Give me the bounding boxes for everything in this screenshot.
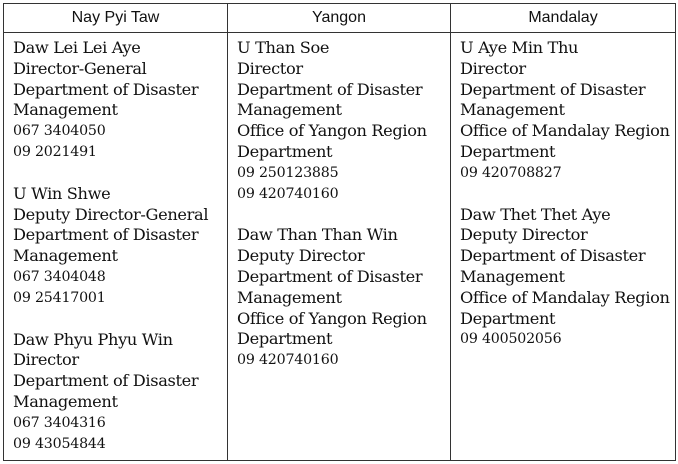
contact-entry (13, 184, 227, 309)
contact-phone: 067 3404316 (13, 414, 106, 431)
contact-name: Daw Than Than Win (237, 225, 398, 245)
contact-entry (460, 205, 675, 351)
contact-organization: Management (13, 100, 118, 120)
contact-organization: Management (237, 287, 342, 307)
contact-title: Deputy Director (460, 225, 588, 245)
contact-title: Deputy Director-General (13, 204, 209, 224)
contact-phone: 09 420708827 (460, 164, 562, 181)
contact-entry (13, 38, 227, 163)
contact-organization: Department of Disaster (237, 79, 423, 99)
contact-organization: Department (460, 308, 556, 328)
contact-name: U Win Shwe (13, 183, 111, 203)
contact-entry (13, 330, 227, 455)
contact-title: Director (13, 350, 79, 370)
contact-organization: Department (237, 141, 333, 161)
contact-name: Daw Phyu Phyu Win (13, 329, 173, 349)
contact-name: U Aye Min Thu (460, 38, 579, 57)
contact-organization: Department of Disaster (13, 79, 199, 99)
contact-organization: Office of Yangon Region (237, 121, 427, 141)
contact-organization: Management (460, 266, 565, 286)
contact-title: Director-General (13, 58, 147, 78)
contact-title: Director (460, 58, 526, 78)
contact-organization: Department of Disaster (237, 266, 423, 286)
contact-title: Deputy Director (237, 246, 365, 266)
contact-organization: Management (460, 100, 565, 120)
contact-organization: Office of Mandalay Region (460, 121, 670, 141)
column-header-mandalay: Mandalay (451, 4, 676, 33)
contact-phone: 067 3404050 (13, 123, 106, 140)
contact-phone: 09 420740160 (237, 352, 339, 369)
contact-entry (237, 225, 450, 371)
contacts-table (3, 3, 676, 461)
contact-title: Director (237, 58, 303, 78)
contact-entry (460, 38, 675, 184)
contact-organization: Office of Mandalay Region (460, 287, 670, 307)
contact-organization: Department (237, 329, 333, 349)
contact-organization: Department of Disaster (460, 246, 646, 266)
contact-entry (237, 38, 450, 204)
contact-phone: 09 43054844 (13, 435, 106, 452)
contact-phone: 067 3404048 (13, 268, 106, 285)
contact-phone: 09 25417001 (13, 289, 106, 306)
contact-organization: Management (237, 100, 342, 120)
column-yangon (228, 33, 451, 461)
contact-phone: 09 2021491 (13, 143, 97, 160)
contact-phone: 09 420740160 (237, 185, 339, 202)
contact-organization: Management (13, 246, 118, 266)
contacts-row (4, 33, 676, 461)
contact-organization: Department of Disaster (13, 371, 199, 391)
contact-name: Daw Thet Thet Aye (460, 204, 611, 224)
contact-organization: Department (460, 141, 556, 161)
contact-name: Daw Lei Lei Aye (13, 38, 141, 57)
column-nay-pyi-taw (4, 33, 228, 461)
contact-organization: Management (13, 391, 118, 411)
header-row (4, 4, 676, 33)
contact-organization: Department of Disaster (13, 225, 199, 245)
contact-phone: 09 400502056 (460, 331, 562, 348)
contact-phone: 09 250123885 (237, 164, 339, 181)
column-header-yangon: Yangon (228, 4, 451, 33)
column-header-nay-pyi-taw: Nay Pyi Taw (4, 4, 228, 33)
contact-organization: Office of Yangon Region (237, 308, 427, 328)
column-mandalay (451, 33, 676, 461)
contact-organization: Department of Disaster (460, 79, 646, 99)
contact-name: U Than Soe (237, 38, 330, 57)
